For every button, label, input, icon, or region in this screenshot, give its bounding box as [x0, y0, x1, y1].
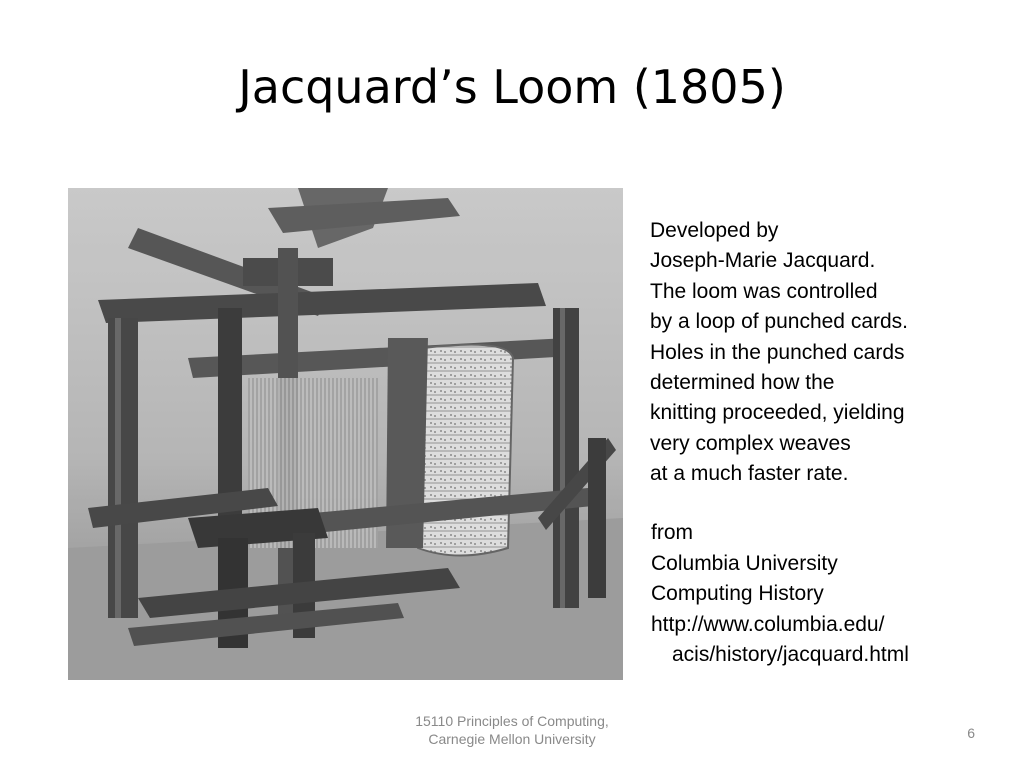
description-line: Developed by: [650, 219, 779, 242]
source-url-line: acis/history/jacquard.html: [672, 643, 909, 667]
source-line: Columbia University: [651, 551, 838, 575]
description-line: by a loop of punched cards.: [650, 310, 909, 334]
description-line: at a much faster rate.: [650, 462, 849, 486]
description-line: determined how the: [650, 371, 835, 395]
source-citation: [651, 518, 1001, 671]
description-line: Holes in the punched cards: [650, 340, 905, 364]
description-line: The loom was controlled: [650, 279, 878, 303]
slide-title: Jacquard’s Loom (1805): [238, 60, 786, 114]
description-line: Joseph-Marie Jacquard.: [650, 249, 876, 273]
source-line: from: [651, 521, 693, 544]
source-line: Computing History: [651, 582, 824, 606]
footer-line: Carnegie Mellon University: [428, 731, 596, 747]
description-text: [650, 216, 1000, 490]
description-line: knitting proceeded, yielding: [650, 401, 905, 425]
description-line: very complex weaves: [650, 431, 851, 455]
page-number: 6: [967, 725, 975, 741]
slide-footer: [362, 712, 662, 748]
loom-photo: [68, 188, 623, 680]
footer-line: 15110 Principles of Computing,: [415, 713, 609, 729]
source-url-line: http://www.columbia.edu/: [651, 612, 885, 636]
